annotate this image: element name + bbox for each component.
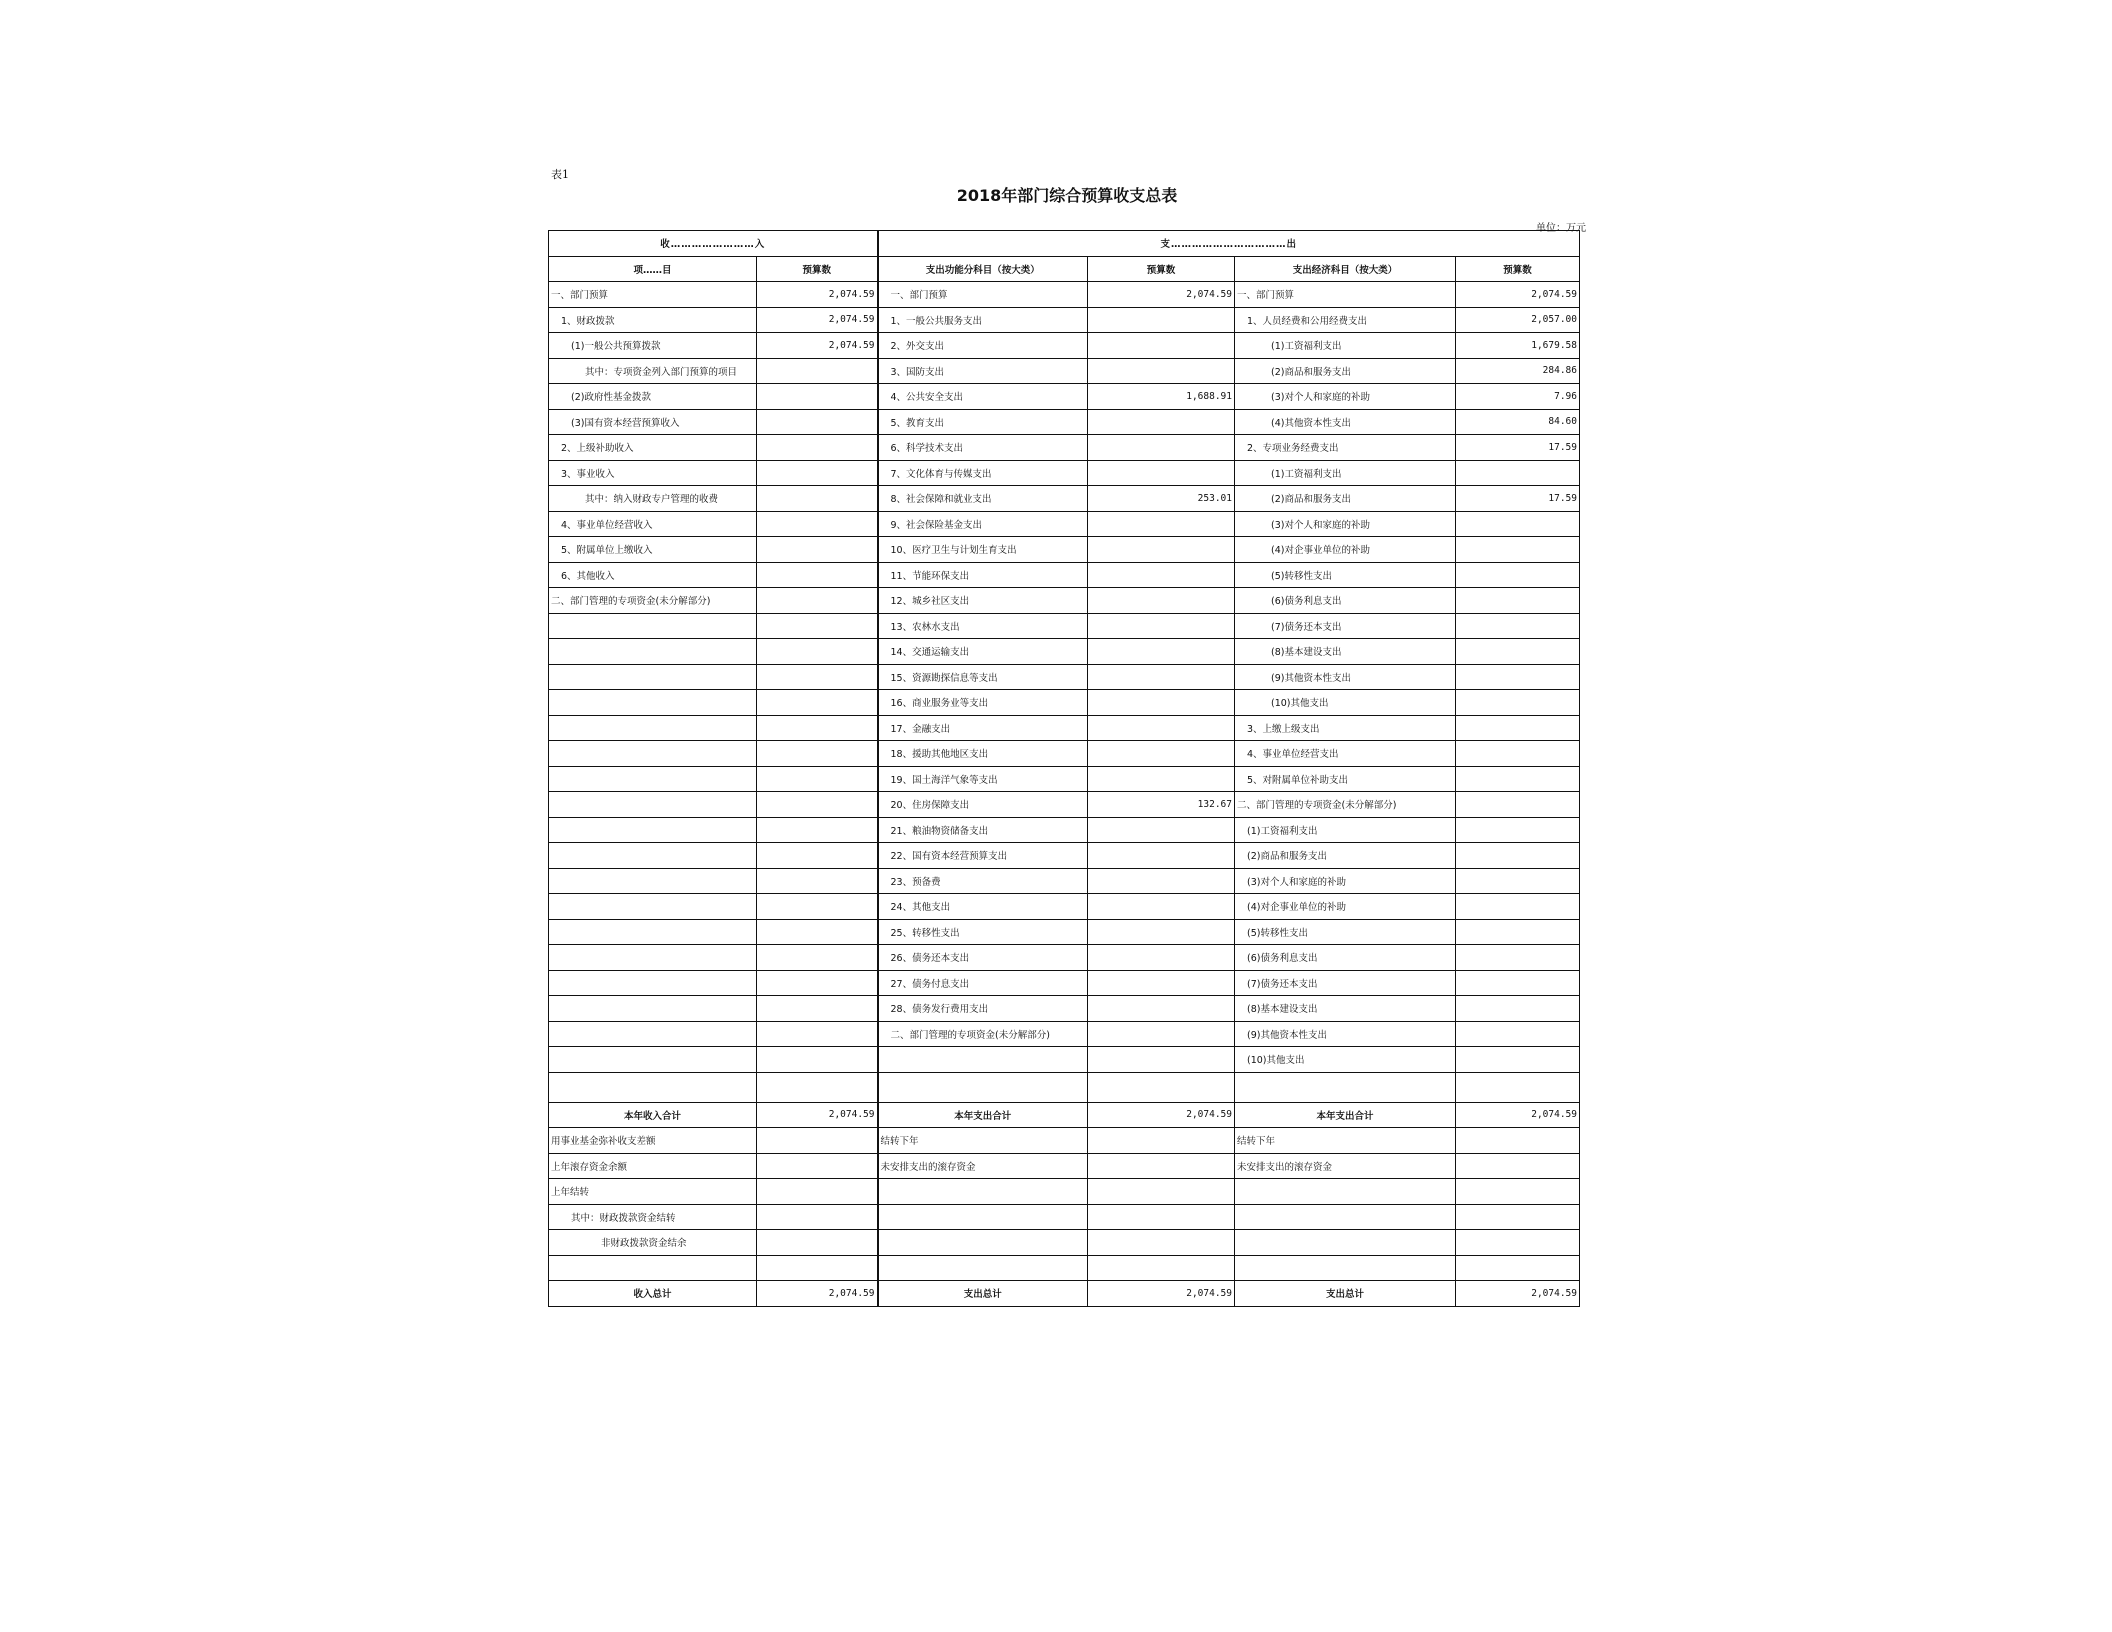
income-item-cell — [549, 843, 757, 869]
income-amount-cell — [757, 817, 878, 843]
econ-item-cell: (5)转移性支出 — [1235, 562, 1456, 588]
table-row — [549, 1021, 1580, 1047]
func-amount-cell — [1088, 460, 1235, 486]
income-item-cell: 2、上级补助收入 — [549, 435, 757, 461]
income-subtotal-value: 2,074.59 — [757, 1102, 878, 1128]
income-amount-cell — [757, 384, 878, 410]
income-amount-cell — [757, 715, 878, 741]
income-amount-cell — [757, 1021, 878, 1047]
func-item-cell: 结转下年 — [878, 1128, 1088, 1154]
func-item-cell: 7、文化体育与传媒支出 — [878, 460, 1088, 486]
econ-amount-cell — [1456, 690, 1580, 716]
econ-amount-cell — [1456, 562, 1580, 588]
econ-amount-cell — [1456, 1021, 1580, 1047]
income-item-cell — [549, 664, 757, 690]
econ-amount-cell — [1456, 1128, 1580, 1154]
func-amount-cell — [1088, 1230, 1235, 1256]
func-item-cell: 8、社会保障和就业支出 — [878, 486, 1088, 512]
income-amount-cell — [757, 460, 878, 486]
func-item-cell: 28、债务发行费用支出 — [878, 996, 1088, 1022]
econ-item-cell: (10)其他支出 — [1235, 1047, 1456, 1073]
econ-amount-cell — [1456, 1255, 1580, 1281]
income-total-label: 收入总计 — [549, 1281, 757, 1307]
unit-label: 单位：万元 — [1536, 223, 1586, 234]
income-item-cell — [549, 817, 757, 843]
table-row — [549, 333, 1580, 359]
econ-item-cell — [1235, 1230, 1456, 1256]
econ-item-cell: 2、专项业务经费支出 — [1235, 435, 1456, 461]
econ-amount-cell — [1456, 817, 1580, 843]
income-subtotal-label: 本年收入合计 — [549, 1102, 757, 1128]
func-amount-cell: 132.67 — [1088, 792, 1235, 818]
table-row — [549, 384, 1580, 410]
econ-item-cell: (3)对个人和家庭的补助 — [1235, 384, 1456, 410]
subtotal-row — [549, 1102, 1580, 1128]
income-total-value: 2,074.59 — [757, 1281, 878, 1307]
func-amount-cell — [1088, 409, 1235, 435]
func-amount-cell — [1088, 511, 1235, 537]
econ-amount-cell — [1456, 639, 1580, 665]
econ-item-cell: (9)其他资本性支出 — [1235, 664, 1456, 690]
econ-amount-cell — [1456, 511, 1580, 537]
income-item-cell — [549, 970, 757, 996]
income-amount-cell — [757, 843, 878, 869]
econ-amount-cell — [1456, 970, 1580, 996]
econ-amount-cell — [1456, 664, 1580, 690]
econ-amount-cell: 17.59 — [1456, 486, 1580, 512]
table-row — [549, 460, 1580, 486]
income-item-cell: (3)国有资本经营预算收入 — [549, 409, 757, 435]
econ-item-cell: (4)对企事业单位的补助 — [1235, 537, 1456, 563]
econ-item-cell: (2)商品和服务支出 — [1235, 843, 1456, 869]
income-item-cell — [549, 894, 757, 920]
func-item-cell: 3、国防支出 — [878, 358, 1088, 384]
income-band-header: 收……………………入 — [549, 231, 878, 257]
col-header-econ-item: 支出经济科目（按大类） — [1235, 256, 1456, 282]
econ-item-cell: (10)其他支出 — [1235, 690, 1456, 716]
func-amount-cell — [1088, 537, 1235, 563]
econ-amount-cell — [1456, 1179, 1580, 1205]
econ-amount-cell — [1456, 1072, 1580, 1102]
econ-item-cell: (4)对企事业单位的补助 — [1235, 894, 1456, 920]
income-item-cell: (2)政府性基金拨款 — [549, 384, 757, 410]
func-item-cell: 16、商业服务业等支出 — [878, 690, 1088, 716]
col-header-item: 项……目 — [549, 256, 757, 282]
econ-amount-cell — [1456, 894, 1580, 920]
func-item-cell: 25、转移性支出 — [878, 919, 1088, 945]
econ-amount-cell — [1456, 766, 1580, 792]
econ-item-cell — [1235, 1179, 1456, 1205]
income-item-cell — [549, 1255, 757, 1281]
income-item-cell: 6、其他收入 — [549, 562, 757, 588]
func-item-cell: 10、医疗卫生与计划生育支出 — [878, 537, 1088, 563]
income-item-cell — [549, 868, 757, 894]
table-row — [549, 1072, 1580, 1102]
func-amount-cell — [1088, 894, 1235, 920]
table-row — [549, 817, 1580, 843]
econ-amount-cell — [1456, 588, 1580, 614]
econ-item-cell: 5、对附属单位补助支出 — [1235, 766, 1456, 792]
table-row — [549, 639, 1580, 665]
income-amount-cell — [757, 613, 878, 639]
econ-amount-cell — [1456, 460, 1580, 486]
econ-item-cell: (3)对个人和家庭的补助 — [1235, 868, 1456, 894]
func-amount-cell — [1088, 1179, 1235, 1205]
table-row — [549, 1047, 1580, 1073]
func-item-cell: 17、金融支出 — [878, 715, 1088, 741]
income-item-cell — [549, 1047, 757, 1073]
func-amount-cell — [1088, 1204, 1235, 1230]
table-row — [549, 996, 1580, 1022]
func-amount-cell — [1088, 613, 1235, 639]
econ-amount-cell — [1456, 843, 1580, 869]
func-amount-cell — [1088, 741, 1235, 767]
econ-subtotal-value: 2,074.59 — [1456, 1102, 1580, 1128]
col-header-econ-amount: 预算数 — [1456, 256, 1580, 282]
income-amount-cell: 2,074.59 — [757, 333, 878, 359]
table-row — [549, 435, 1580, 461]
func-item-cell: 4、公共安全支出 — [878, 384, 1088, 410]
func-total-label: 支出总计 — [878, 1281, 1088, 1307]
table-row — [549, 690, 1580, 716]
table-row — [549, 715, 1580, 741]
func-item-cell: 24、其他支出 — [878, 894, 1088, 920]
econ-item-cell: (4)其他资本性支出 — [1235, 409, 1456, 435]
econ-amount-cell — [1456, 919, 1580, 945]
func-amount-cell — [1088, 562, 1235, 588]
econ-item-cell: 1、人员经费和公用经费支出 — [1235, 307, 1456, 333]
econ-total-label: 支出总计 — [1235, 1281, 1456, 1307]
econ-item-cell: (8)基本建设支出 — [1235, 639, 1456, 665]
econ-item-cell: 一、部门预算 — [1235, 282, 1456, 308]
func-amount-cell — [1088, 715, 1235, 741]
econ-amount-cell — [1456, 613, 1580, 639]
func-amount-cell — [1088, 588, 1235, 614]
income-amount-cell — [757, 562, 878, 588]
income-item-cell: 其中：专项资金列入部门预算的项目 — [549, 358, 757, 384]
table-row — [549, 664, 1580, 690]
income-item-cell — [549, 613, 757, 639]
func-item-cell: 19、国土海洋气象等支出 — [878, 766, 1088, 792]
income-amount-cell — [757, 1153, 878, 1179]
func-amount-cell — [1088, 1072, 1235, 1102]
income-amount-cell — [757, 766, 878, 792]
table-row — [549, 562, 1580, 588]
econ-item-cell — [1235, 1255, 1456, 1281]
econ-item-cell: (1)工资福利支出 — [1235, 333, 1456, 359]
func-item-cell: 22、国有资本经营预算支出 — [878, 843, 1088, 869]
func-amount-cell — [1088, 690, 1235, 716]
func-item-cell: 20、住房保障支出 — [878, 792, 1088, 818]
table-row — [549, 894, 1580, 920]
income-item-cell: 上年滚存资金余额 — [549, 1153, 757, 1179]
table-row — [549, 358, 1580, 384]
income-amount-cell — [757, 919, 878, 945]
econ-amount-cell — [1456, 868, 1580, 894]
econ-amount-cell — [1456, 1204, 1580, 1230]
income-amount-cell — [757, 690, 878, 716]
income-amount-cell — [757, 588, 878, 614]
econ-item-cell: (6)债务利息支出 — [1235, 588, 1456, 614]
table-row — [549, 1230, 1580, 1256]
func-item-cell: 13、农林水支出 — [878, 613, 1088, 639]
econ-amount-cell: 17.59 — [1456, 435, 1580, 461]
econ-amount-cell — [1456, 1153, 1580, 1179]
func-item-cell: 26、债务还本支出 — [878, 945, 1088, 971]
income-amount-cell — [757, 945, 878, 971]
func-item-cell — [878, 1072, 1088, 1102]
grand-total-row — [549, 1281, 1580, 1307]
income-amount-cell — [757, 894, 878, 920]
func-amount-cell — [1088, 1153, 1235, 1179]
econ-item-cell: 未安排支出的滚存资金 — [1235, 1153, 1456, 1179]
func-item-cell: 9、社会保险基金支出 — [878, 511, 1088, 537]
func-amount-cell — [1088, 639, 1235, 665]
econ-amount-cell — [1456, 1047, 1580, 1073]
econ-item-cell: (7)债务还本支出 — [1235, 970, 1456, 996]
func-amount-cell — [1088, 843, 1235, 869]
income-amount-cell — [757, 409, 878, 435]
func-item-cell: 14、交通运输支出 — [878, 639, 1088, 665]
budget-summary-table — [548, 230, 1580, 1307]
income-amount-cell — [757, 792, 878, 818]
econ-amount-cell: 284.86 — [1456, 358, 1580, 384]
func-item-cell: 18、援助其他地区支出 — [878, 741, 1088, 767]
econ-item-cell: (8)基本建设支出 — [1235, 996, 1456, 1022]
econ-amount-cell — [1456, 996, 1580, 1022]
func-amount-cell — [1088, 1128, 1235, 1154]
econ-subtotal-label: 本年支出合计 — [1235, 1102, 1456, 1128]
table-row — [549, 588, 1580, 614]
func-item-cell: 21、粮油物资储备支出 — [878, 817, 1088, 843]
econ-item-cell: (7)债务还本支出 — [1235, 613, 1456, 639]
table-row — [549, 511, 1580, 537]
income-amount-cell — [757, 1072, 878, 1102]
col-header-income-amount: 预算数 — [757, 256, 878, 282]
func-item-cell — [878, 1179, 1088, 1205]
income-amount-cell — [757, 1128, 878, 1154]
table-row — [549, 1204, 1580, 1230]
table-row — [549, 741, 1580, 767]
income-amount-cell — [757, 639, 878, 665]
func-amount-cell: 253.01 — [1088, 486, 1235, 512]
func-item-cell: 23、预备费 — [878, 868, 1088, 894]
table-row — [549, 970, 1580, 996]
income-amount-cell — [757, 868, 878, 894]
income-amount-cell — [757, 970, 878, 996]
func-amount-cell — [1088, 970, 1235, 996]
income-item-cell: 3、事业收入 — [549, 460, 757, 486]
func-item-cell: 15、资源勘探信息等支出 — [878, 664, 1088, 690]
income-amount-cell — [757, 1230, 878, 1256]
econ-amount-cell — [1456, 1230, 1580, 1256]
econ-item-cell: (3)对个人和家庭的补助 — [1235, 511, 1456, 537]
func-amount-cell — [1088, 766, 1235, 792]
income-amount-cell — [757, 1179, 878, 1205]
econ-amount-cell — [1456, 741, 1580, 767]
func-amount-cell: 2,074.59 — [1088, 282, 1235, 308]
econ-item-cell: (2)商品和服务支出 — [1235, 486, 1456, 512]
func-subtotal-label: 本年支出合计 — [878, 1102, 1088, 1128]
func-amount-cell — [1088, 435, 1235, 461]
income-item-cell — [549, 715, 757, 741]
col-header-func-item: 支出功能分科目（按大类） — [878, 256, 1088, 282]
income-amount-cell: 2,074.59 — [757, 282, 878, 308]
func-item-cell — [878, 1047, 1088, 1073]
func-item-cell: 一、部门预算 — [878, 282, 1088, 308]
page-title: 2018年部门综合预算收支总表 — [956, 186, 1178, 205]
income-item-cell: 5、附属单位上缴收入 — [549, 537, 757, 563]
econ-amount-cell — [1456, 792, 1580, 818]
econ-amount-cell — [1456, 715, 1580, 741]
func-amount-cell — [1088, 817, 1235, 843]
func-item-cell: 12、城乡社区支出 — [878, 588, 1088, 614]
func-item-cell: 6、科学技术支出 — [878, 435, 1088, 461]
income-amount-cell — [757, 358, 878, 384]
func-amount-cell — [1088, 333, 1235, 359]
func-item-cell — [878, 1204, 1088, 1230]
table-row — [549, 919, 1580, 945]
func-subtotal-value: 2,074.59 — [1088, 1102, 1235, 1128]
func-amount-cell — [1088, 945, 1235, 971]
func-amount-cell — [1088, 996, 1235, 1022]
econ-item-cell: (2)商品和服务支出 — [1235, 358, 1456, 384]
column-header-row — [549, 256, 1580, 282]
func-amount-cell — [1088, 307, 1235, 333]
func-amount-cell — [1088, 1047, 1235, 1073]
func-item-cell: 二、部门管理的专项资金(未分解部分) — [878, 1021, 1088, 1047]
econ-amount-cell: 2,074.59 — [1456, 282, 1580, 308]
expense-band-header: 支……………………………出 — [878, 231, 1580, 257]
income-amount-cell: 2,074.59 — [757, 307, 878, 333]
func-item-cell: 未安排支出的滚存资金 — [878, 1153, 1088, 1179]
income-amount-cell — [757, 511, 878, 537]
func-amount-cell — [1088, 1021, 1235, 1047]
econ-item-cell: (1)工资福利支出 — [1235, 460, 1456, 486]
econ-total-value: 2,074.59 — [1456, 1281, 1580, 1307]
table-row — [549, 868, 1580, 894]
func-amount-cell — [1088, 1255, 1235, 1281]
table-row — [549, 486, 1580, 512]
table-row — [549, 537, 1580, 563]
income-amount-cell — [757, 1047, 878, 1073]
income-item-cell: (1)一般公共预算拨款 — [549, 333, 757, 359]
income-item-cell — [549, 1072, 757, 1102]
income-item-cell — [549, 1021, 757, 1047]
table-row — [549, 945, 1580, 971]
func-amount-cell — [1088, 664, 1235, 690]
table-row — [549, 307, 1580, 333]
table-number-label: 表1 — [551, 168, 569, 181]
income-item-cell: 一、部门预算 — [549, 282, 757, 308]
income-item-cell: 用事业基金弥补收支差额 — [549, 1128, 757, 1154]
func-amount-cell: 1,688.91 — [1088, 384, 1235, 410]
income-item-cell — [549, 945, 757, 971]
func-item-cell: 5、教育支出 — [878, 409, 1088, 435]
band-header-row — [549, 231, 1580, 257]
income-amount-cell — [757, 996, 878, 1022]
income-item-cell: 4、事业单位经营收入 — [549, 511, 757, 537]
func-amount-cell — [1088, 868, 1235, 894]
income-item-cell: 其中：财政拨款资金结转 — [549, 1204, 757, 1230]
table-row — [549, 1179, 1580, 1205]
income-item-cell — [549, 766, 757, 792]
col-header-func-amount: 预算数 — [1088, 256, 1235, 282]
econ-item-cell: (9)其他资本性支出 — [1235, 1021, 1456, 1047]
table-row — [549, 792, 1580, 818]
econ-amount-cell: 2,057.00 — [1456, 307, 1580, 333]
income-amount-cell — [757, 537, 878, 563]
table-row — [549, 613, 1580, 639]
econ-item-cell: (1)工资福利支出 — [1235, 817, 1456, 843]
income-item-cell — [549, 741, 757, 767]
income-item-cell — [549, 639, 757, 665]
income-amount-cell — [757, 741, 878, 767]
econ-item-cell: 结转下年 — [1235, 1128, 1456, 1154]
income-item-cell — [549, 792, 757, 818]
table-row — [549, 409, 1580, 435]
econ-item-cell — [1235, 1072, 1456, 1102]
income-item-cell: 非财政拨款资金结余 — [549, 1230, 757, 1256]
income-item-cell: 1、财政拨款 — [549, 307, 757, 333]
econ-amount-cell: 1,679.58 — [1456, 333, 1580, 359]
func-total-value: 2,074.59 — [1088, 1281, 1235, 1307]
income-item-cell: 二、部门管理的专项资金(未分解部分) — [549, 588, 757, 614]
table-row — [549, 1128, 1580, 1154]
func-item-cell — [878, 1230, 1088, 1256]
income-item-cell — [549, 690, 757, 716]
table-row — [549, 843, 1580, 869]
econ-amount-cell — [1456, 537, 1580, 563]
table-row — [549, 282, 1580, 308]
table-row — [549, 1255, 1580, 1281]
income-item-cell — [549, 919, 757, 945]
econ-item-cell: 3、上缴上级支出 — [1235, 715, 1456, 741]
income-amount-cell — [757, 435, 878, 461]
econ-item-cell — [1235, 1204, 1456, 1230]
func-amount-cell — [1088, 919, 1235, 945]
func-item-cell: 1、一般公共服务支出 — [878, 307, 1088, 333]
econ-item-cell: (6)债务利息支出 — [1235, 945, 1456, 971]
income-amount-cell — [757, 664, 878, 690]
econ-item-cell: (5)转移性支出 — [1235, 919, 1456, 945]
func-item-cell: 11、节能环保支出 — [878, 562, 1088, 588]
income-item-cell: 其中：纳入财政专户管理的收费 — [549, 486, 757, 512]
income-item-cell — [549, 996, 757, 1022]
econ-amount-cell — [1456, 945, 1580, 971]
econ-item-cell: 二、部门管理的专项资金(未分解部分) — [1235, 792, 1456, 818]
income-amount-cell — [757, 486, 878, 512]
table-row — [549, 1153, 1580, 1179]
func-amount-cell — [1088, 358, 1235, 384]
econ-amount-cell: 84.60 — [1456, 409, 1580, 435]
econ-item-cell: 4、事业单位经营支出 — [1235, 741, 1456, 767]
func-item-cell: 27、债务付息支出 — [878, 970, 1088, 996]
income-amount-cell — [757, 1255, 878, 1281]
func-item-cell: 2、外交支出 — [878, 333, 1088, 359]
func-item-cell — [878, 1255, 1088, 1281]
table-row — [549, 766, 1580, 792]
income-amount-cell — [757, 1204, 878, 1230]
econ-amount-cell: 7.96 — [1456, 384, 1580, 410]
income-item-cell: 上年结转 — [549, 1179, 757, 1205]
